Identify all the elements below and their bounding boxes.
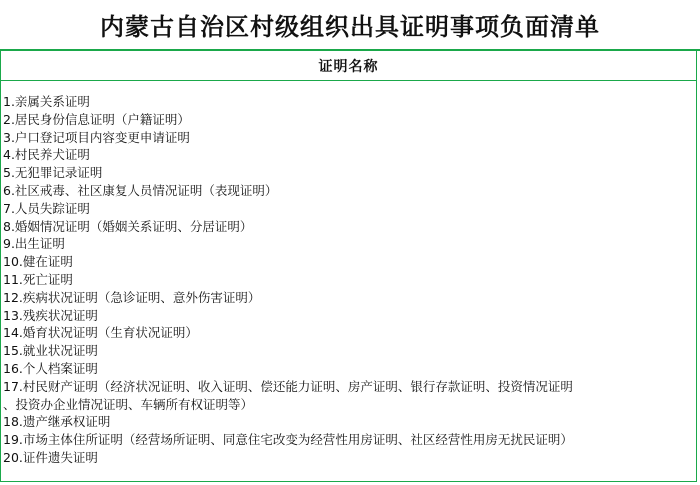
list-item: 15.就业状况证明 <box>3 343 98 359</box>
title-band <box>0 0 700 51</box>
list-item: 1.亲属关系证明 <box>3 94 90 109</box>
list-item: 16.个人档案证明 <box>3 360 98 376</box>
list-item: 7.人员失踪证明 <box>3 200 90 216</box>
list-item-continuation: 、投资办企业情况证明、车辆所有权证明等） <box>3 396 254 412</box>
list-item: 4.村民养犬证明 <box>3 147 90 163</box>
list-item: 11.死亡证明 <box>3 271 73 287</box>
list-item: 17.村民财产证明（经济状况证明、收入证明、偿还能力证明、房产证明、银行存款证明、投资情况证明 <box>3 378 573 394</box>
list-item: 8.婚姻情况证明（婚姻关系证明、分居证明） <box>3 218 253 234</box>
list-item: 5.无犯罪记录证明 <box>3 165 103 181</box>
list-item: 13.残疾状况证明 <box>3 307 98 323</box>
list-item: 9.出生证明 <box>3 236 65 252</box>
list-item: 14.婚育状况证明（生育状况证明） <box>3 325 198 341</box>
column-header: 证明名称 <box>318 58 379 75</box>
list-item: 10.健在证明 <box>3 254 73 270</box>
table-header <box>1 51 696 81</box>
certificate-list <box>1 81 696 467</box>
list-item: 3.户口登记项目内容变更申请证明 <box>3 129 190 145</box>
list-item: 12.疾病状况证明（急诊证明、意外伤害证明） <box>3 289 261 305</box>
list-item: 20.证件遗失证明 <box>3 449 98 465</box>
page-title: 内蒙古自治区村级组织出具证明事项负面清单 <box>100 13 600 41</box>
list-item: 6.社区戒毒、社区康复人员情况证明（表现证明） <box>3 182 278 198</box>
list-item: 18.遗产继承权证明 <box>3 414 111 430</box>
list-item: 2.居民身份信息证明（户籍证明） <box>3 111 190 127</box>
certificate-table <box>0 51 697 482</box>
list-item: 19.市场主体住所证明（经营场所证明、同意住宅改变为经营性用房证明、社区经营性用房无扰民证明） <box>3 432 573 448</box>
